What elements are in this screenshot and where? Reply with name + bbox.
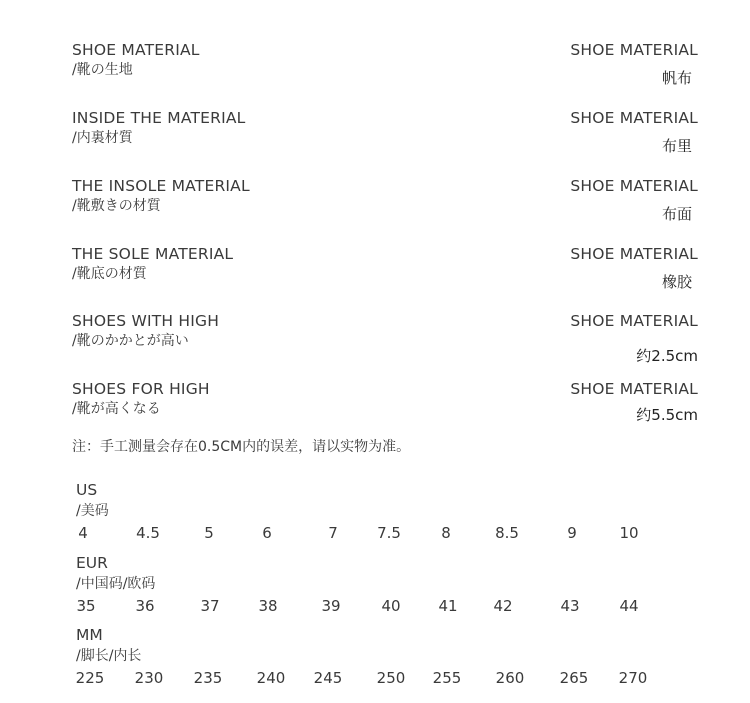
spec-value: 约2.5cm	[636, 347, 698, 365]
size-cell: 37	[200, 597, 220, 615]
size-cell: 270	[618, 669, 648, 687]
spec-head: SHOE MATERIAL	[570, 177, 698, 195]
spec-label-jp: /靴の生地	[72, 62, 133, 78]
size-cell: 40	[381, 597, 401, 615]
size-cell: 8	[441, 524, 451, 542]
spec-label-jp: /内裏材質	[72, 130, 133, 146]
size-cell: 4.5	[136, 524, 160, 542]
spec-head: SHOE MATERIAL	[570, 380, 698, 398]
spec-label-en: THE SOLE MATERIAL	[72, 245, 234, 263]
size-cell: 44	[619, 597, 639, 615]
spec-label-en: SHOES WITH HIGH	[72, 312, 220, 330]
size-label-us: US	[76, 481, 98, 499]
size-label-eur: EUR	[76, 554, 108, 572]
size-cell: 35	[76, 597, 96, 615]
spec-label-jp: /靴のかかとが高い	[72, 333, 189, 349]
spec-label-en: SHOE MATERIAL	[72, 41, 200, 59]
size-sublabel-eur: /中国码/欧码	[76, 576, 156, 592]
size-cell: 255	[432, 669, 462, 687]
size-cell: 41	[438, 597, 458, 615]
size-cell: 9	[567, 524, 577, 542]
size-label-mm: MM	[76, 626, 103, 644]
spec-head: SHOE MATERIAL	[570, 312, 698, 330]
size-sublabel-mm: /脚长/内长	[76, 648, 142, 664]
size-cell: 8.5	[495, 524, 519, 542]
spec-head: SHOE MATERIAL	[570, 41, 698, 59]
size-cell: 39	[321, 597, 341, 615]
spec-row-inside-material	[0, 109, 750, 169]
size-sublabel-us: /美码	[76, 503, 109, 519]
size-cell: 42	[493, 597, 513, 615]
spec-row-insole-material	[0, 177, 750, 237]
spec-row-sole-material	[0, 245, 750, 305]
spec-value: 布面	[661, 205, 692, 223]
size-cell: 10	[619, 524, 639, 542]
size-cell: 265	[559, 669, 589, 687]
size-cell: 235	[193, 669, 223, 687]
spec-label-en: INSIDE THE MATERIAL	[72, 109, 246, 127]
size-cell: 225	[75, 669, 105, 687]
spec-label-jp: /靴敷きの材質	[72, 198, 161, 214]
spec-label-jp: /靴が高くなる	[72, 401, 161, 417]
size-cell: 245	[313, 669, 343, 687]
spec-value: 橡胶	[661, 273, 692, 291]
size-cell: 250	[376, 669, 406, 687]
spec-label-en: THE INSOLE MATERIAL	[72, 177, 250, 195]
size-cell: 38	[258, 597, 278, 615]
spec-value: 布里	[661, 137, 692, 155]
size-row-us	[0, 524, 750, 544]
spec-row-heel-height	[0, 312, 750, 372]
spec-value: 帆布	[661, 69, 692, 87]
size-cell: 7.5	[377, 524, 401, 542]
size-cell: 4	[78, 524, 88, 542]
size-cell: 7	[328, 524, 338, 542]
size-row-mm	[0, 669, 750, 689]
spec-label-jp: /靴底の材質	[72, 266, 147, 282]
size-cell: 240	[256, 669, 286, 687]
size-cell: 36	[135, 597, 155, 615]
spec-value: 约5.5cm	[636, 406, 698, 424]
size-cell: 43	[560, 597, 580, 615]
spec-head: SHOE MATERIAL	[570, 245, 698, 263]
size-cell: 260	[495, 669, 525, 687]
spec-row-shoe-material	[0, 41, 750, 101]
size-cell: 6	[262, 524, 272, 542]
size-cell: 230	[134, 669, 164, 687]
spec-row-height-increase	[0, 380, 750, 440]
spec-label-en: SHOES FOR HIGH	[72, 380, 210, 398]
spec-head: SHOE MATERIAL	[570, 109, 698, 127]
size-cell: 5	[204, 524, 214, 542]
measurement-note: 注：手工测量会存在0.5CM内的误差，请以实物为准。	[72, 439, 411, 455]
size-row-eur	[0, 597, 750, 617]
